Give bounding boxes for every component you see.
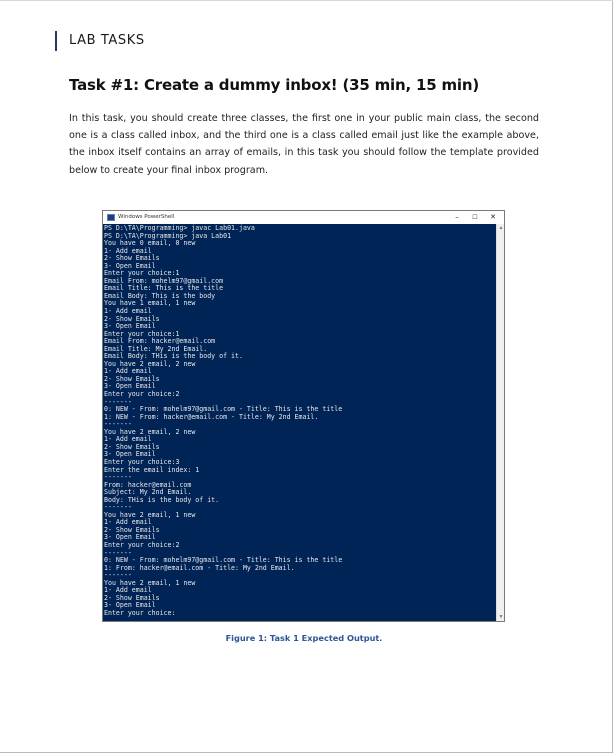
console-line: 0: NEW - From: mohelm97@gmail.com - Title: This is the title <box>104 405 343 414</box>
console-line: PS D:\TA\Programming> java Lab01 <box>104 231 232 240</box>
console-line: 2- Show Emails <box>104 593 160 602</box>
console-line: Email Body: THis is the body of it. <box>104 352 243 361</box>
console-line: Enter your choice:1 <box>104 269 180 278</box>
console-line: ------- <box>104 548 132 557</box>
window-title: Windows PowerShell <box>118 214 175 220</box>
console-line: You have 2 email, 1 new <box>104 578 196 587</box>
console-line: Enter your choice:2 <box>104 540 180 549</box>
close-icon[interactable]: ✕ <box>490 213 496 221</box>
console-line: 1: NEW - From: hacker@email.com - Title: My 2nd Email. <box>104 412 319 421</box>
console-line: Email Title: My 2nd Email. <box>104 344 208 353</box>
console-line: Subject: My 2nd Email. <box>104 488 192 497</box>
console-line: 3- Open Email <box>104 382 156 391</box>
task-title: Task #1: Create a dummy inbox! (35 min, 15 min) <box>69 76 479 94</box>
page-top-border <box>0 0 613 1</box>
console-line: 1- Add email <box>104 307 152 316</box>
console-line: ------- <box>104 571 132 580</box>
console-line: Email Title: This is the title <box>104 284 224 293</box>
console-line: 1- Add email <box>104 435 152 444</box>
console-line: 1: From: hacker@email.com - Title: My 2nd Email. <box>104 563 295 572</box>
console-output[interactable] <box>103 224 497 621</box>
task-description: In this task, you should create three classes, the first one in your public main class, the second one is a class called inbox, and the third one is a class called email just like the example above, the inbox itself contains an array of emails, in this task you should follow the template provided below to create your final inbox program. <box>69 113 539 176</box>
console-line: From: hacker@email.com <box>104 480 192 489</box>
console-line: 3- Open Email <box>104 261 156 270</box>
console-line: 3- Open Email <box>104 601 156 610</box>
console-line: You have 2 email, 1 new <box>104 510 196 519</box>
powershell-window <box>102 210 505 622</box>
console-line: 3- Open Email <box>104 322 156 331</box>
console-line: 1- Add email <box>104 246 152 255</box>
console-line: ------- <box>104 397 132 406</box>
console-line: 0: NEW - From: mohelm97@gmail.com - Title: This is the title <box>104 556 343 565</box>
console-line: 1- Add email <box>104 518 152 527</box>
console-line: ------- <box>104 420 132 429</box>
powershell-icon <box>107 214 115 221</box>
console-line: 2- Show Emails <box>104 442 160 451</box>
console-line: You have 0 email, 0 new <box>104 239 196 248</box>
console-line: 2- Show Emails <box>104 314 160 323</box>
console-line: 2- Show Emails <box>104 525 160 534</box>
console-line: 1- Add email <box>104 367 152 376</box>
scroll-up-icon[interactable]: ▲ <box>498 225 504 231</box>
minimize-icon[interactable]: – <box>455 213 459 221</box>
console-line: Email Body: This is the body <box>104 291 216 300</box>
section-header: LAB TASKS <box>55 31 145 51</box>
console-line: You have 1 email, 1 new <box>104 299 196 308</box>
console-scrollbar[interactable] <box>496 224 504 621</box>
console-line: 1- Add email <box>104 586 152 595</box>
console-line: Enter your choice:1 <box>104 329 180 338</box>
maximize-icon[interactable]: ☐ <box>472 214 478 221</box>
console-line: Enter your choice:3 <box>104 457 180 466</box>
console-line: 2- Show Emails <box>104 254 160 263</box>
console-line: 2- Show Emails <box>104 374 160 383</box>
console-line: 3- Open Email <box>104 450 156 459</box>
console-line: ------- <box>104 503 132 512</box>
console-line: You have 2 email, 2 new <box>104 359 196 368</box>
console-line: ------- <box>104 473 132 482</box>
console-line: Email From: mohelm97@gmail.com <box>104 276 224 285</box>
console-line: You have 2 email, 2 new <box>104 427 196 436</box>
figure-caption: Figure 1: Task 1 Expected Output. <box>225 633 383 643</box>
scroll-down-icon[interactable]: ▼ <box>498 614 504 620</box>
console-line: Enter your choice: <box>104 608 176 617</box>
console-line: Enter your choice:2 <box>104 390 180 399</box>
console-line: Enter the email index: 1 <box>104 465 200 474</box>
console-line: Body: THis is the body of it. <box>104 495 220 504</box>
window-titlebar <box>103 211 504 224</box>
console-line: PS D:\TA\Programming> javac Lab01.java <box>104 224 255 232</box>
console-line: Email From: hacker@email.com <box>104 337 216 346</box>
console-line: 3- Open Email <box>104 533 156 542</box>
